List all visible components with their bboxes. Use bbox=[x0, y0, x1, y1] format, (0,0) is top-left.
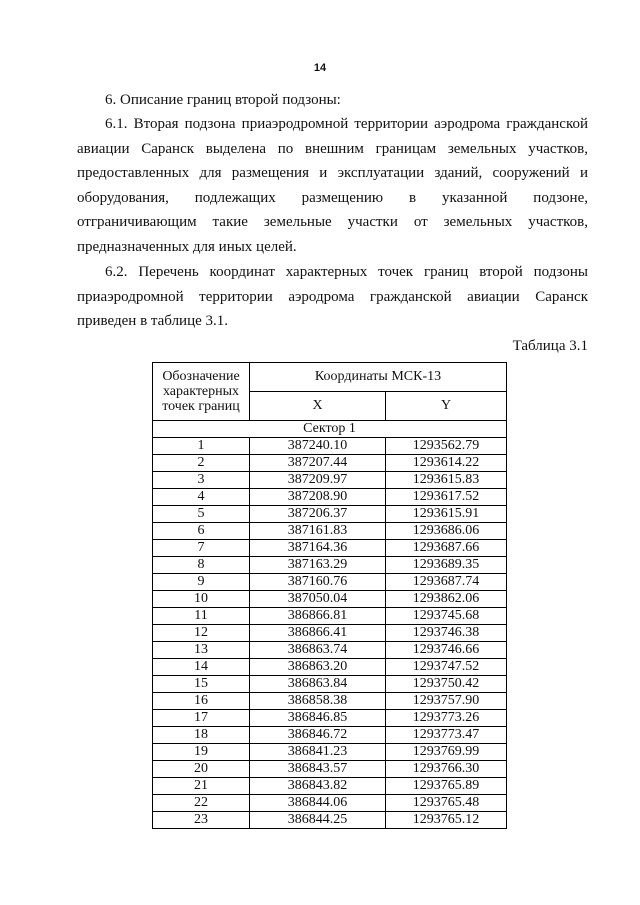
table-row bbox=[153, 676, 507, 693]
y-coordinate-cell: 1293765.89 bbox=[386, 778, 507, 795]
header-x: X bbox=[250, 392, 386, 421]
page-number: 14 bbox=[313, 62, 327, 74]
table-row bbox=[153, 642, 507, 659]
y-coordinate-cell: 1293773.47 bbox=[386, 727, 507, 744]
x-coordinate-cell: 387164.36 bbox=[250, 540, 386, 557]
table-row bbox=[153, 523, 507, 540]
table-row bbox=[153, 727, 507, 744]
point-number-cell: 9 bbox=[153, 574, 250, 591]
x-coordinate-cell: 387207.44 bbox=[250, 455, 386, 472]
y-coordinate-cell: 1293745.68 bbox=[386, 608, 507, 625]
point-number-cell: 23 bbox=[153, 812, 250, 829]
y-coordinate-cell: 1293617.52 bbox=[386, 489, 507, 506]
x-coordinate-cell: 386843.82 bbox=[250, 778, 386, 795]
x-coordinate-cell: 386844.06 bbox=[250, 795, 386, 812]
y-coordinate-cell: 1293765.48 bbox=[386, 795, 507, 812]
y-coordinate-cell: 1293746.38 bbox=[386, 625, 507, 642]
point-number-cell: 11 bbox=[153, 608, 250, 625]
point-number-cell: 7 bbox=[153, 540, 250, 557]
x-coordinate-cell: 386844.25 bbox=[250, 812, 386, 829]
paragraph-6-1: 6.1. Вторая подзона приаэродромной территории аэродрома гражданской авиации Саранск выделена по внешним границам земельных участков, предоставленных для размещения и эксплуатации зданий, сооружений и оборудования, подлежащих размещению в указанной подзоне, отграничивающим такие земельные участки от земельных участков, предназначенных для иных целей. bbox=[77, 116, 588, 255]
x-coordinate-cell: 386841.23 bbox=[250, 744, 386, 761]
sector-label: Сектор 1 bbox=[153, 421, 507, 438]
x-coordinate-cell: 386863.20 bbox=[250, 659, 386, 676]
y-coordinate-cell: 1293747.52 bbox=[386, 659, 507, 676]
x-coordinate-cell: 387208.90 bbox=[250, 489, 386, 506]
x-coordinate-cell: 387163.29 bbox=[250, 557, 386, 574]
table-row bbox=[153, 472, 507, 489]
table-row bbox=[153, 761, 507, 778]
table-row bbox=[153, 693, 507, 710]
table-row bbox=[153, 591, 507, 608]
point-number-cell: 8 bbox=[153, 557, 250, 574]
table-header-row bbox=[153, 363, 507, 392]
y-coordinate-cell: 1293687.74 bbox=[386, 574, 507, 591]
point-number-cell: 10 bbox=[153, 591, 250, 608]
table-row bbox=[153, 540, 507, 557]
table-row bbox=[153, 778, 507, 795]
x-coordinate-cell: 386866.41 bbox=[250, 625, 386, 642]
point-number-cell: 13 bbox=[153, 642, 250, 659]
point-number-cell: 1 bbox=[153, 438, 250, 455]
x-coordinate-cell: 386863.74 bbox=[250, 642, 386, 659]
y-coordinate-cell: 1293615.83 bbox=[386, 472, 507, 489]
y-coordinate-cell: 1293615.91 bbox=[386, 506, 507, 523]
table-row bbox=[153, 625, 507, 642]
table-row bbox=[153, 812, 507, 829]
x-coordinate-cell: 387240.10 bbox=[250, 438, 386, 455]
table-row bbox=[153, 455, 507, 472]
y-coordinate-cell: 1293769.99 bbox=[386, 744, 507, 761]
y-coordinate-cell: 1293862.06 bbox=[386, 591, 507, 608]
point-number-cell: 16 bbox=[153, 693, 250, 710]
y-coordinate-cell: 1293614.22 bbox=[386, 455, 507, 472]
header-y: Y bbox=[386, 392, 507, 421]
header-coordinates: Координаты МСК-13 bbox=[250, 363, 507, 392]
x-coordinate-cell: 387050.04 bbox=[250, 591, 386, 608]
table-row bbox=[153, 744, 507, 761]
table-row bbox=[153, 489, 507, 506]
x-coordinate-cell: 386846.85 bbox=[250, 710, 386, 727]
table-row bbox=[153, 574, 507, 591]
table-caption: Таблица 3.1 bbox=[512, 338, 588, 354]
point-number-cell: 2 bbox=[153, 455, 250, 472]
y-coordinate-cell: 1293746.66 bbox=[386, 642, 507, 659]
point-number-cell: 3 bbox=[153, 472, 250, 489]
y-coordinate-cell: 1293687.66 bbox=[386, 540, 507, 557]
x-coordinate-cell: 386843.57 bbox=[250, 761, 386, 778]
table-row bbox=[153, 608, 507, 625]
table-row bbox=[153, 506, 507, 523]
table-row bbox=[153, 795, 507, 812]
point-number-cell: 22 bbox=[153, 795, 250, 812]
point-number-cell: 21 bbox=[153, 778, 250, 795]
x-coordinate-cell: 387209.97 bbox=[250, 472, 386, 489]
table-row bbox=[153, 710, 507, 727]
point-number-cell: 19 bbox=[153, 744, 250, 761]
point-number-cell: 18 bbox=[153, 727, 250, 744]
point-number-cell: 17 bbox=[153, 710, 250, 727]
x-coordinate-cell: 387161.83 bbox=[250, 523, 386, 540]
x-coordinate-cell: 387206.37 bbox=[250, 506, 386, 523]
point-number-cell: 15 bbox=[153, 676, 250, 693]
coordinates-table bbox=[152, 362, 507, 829]
table-row bbox=[153, 659, 507, 676]
x-coordinate-cell: 386863.84 bbox=[250, 676, 386, 693]
point-number-cell: 5 bbox=[153, 506, 250, 523]
header-designation: Обозначение характерных точек границ bbox=[153, 363, 250, 421]
y-coordinate-cell: 1293766.30 bbox=[386, 761, 507, 778]
y-coordinate-cell: 1293686.06 bbox=[386, 523, 507, 540]
x-coordinate-cell: 386846.72 bbox=[250, 727, 386, 744]
table-row bbox=[153, 438, 507, 455]
y-coordinate-cell: 1293750.42 bbox=[386, 676, 507, 693]
point-number-cell: 12 bbox=[153, 625, 250, 642]
y-coordinate-cell: 1293765.12 bbox=[386, 812, 507, 829]
point-number-cell: 14 bbox=[153, 659, 250, 676]
x-coordinate-cell: 386858.38 bbox=[250, 693, 386, 710]
y-coordinate-cell: 1293562.79 bbox=[386, 438, 507, 455]
y-coordinate-cell: 1293773.26 bbox=[386, 710, 507, 727]
y-coordinate-cell: 1293689.35 bbox=[386, 557, 507, 574]
table-row bbox=[153, 557, 507, 574]
y-coordinate-cell: 1293757.90 bbox=[386, 693, 507, 710]
paragraph-6-2: 6.2. Перечень координат характерных точек границ второй подзоны приаэродромной территории аэродрома гражданской авиации Саранск приведен в таблице 3.1. bbox=[77, 264, 588, 330]
x-coordinate-cell: 387160.76 bbox=[250, 574, 386, 591]
point-number-cell: 6 bbox=[153, 523, 250, 540]
point-number-cell: 20 bbox=[153, 761, 250, 778]
x-coordinate-cell: 386866.81 bbox=[250, 608, 386, 625]
sector-row bbox=[153, 421, 507, 438]
section-heading: 6. Описание границ второй подзоны: bbox=[105, 92, 341, 108]
point-number-cell: 4 bbox=[153, 489, 250, 506]
